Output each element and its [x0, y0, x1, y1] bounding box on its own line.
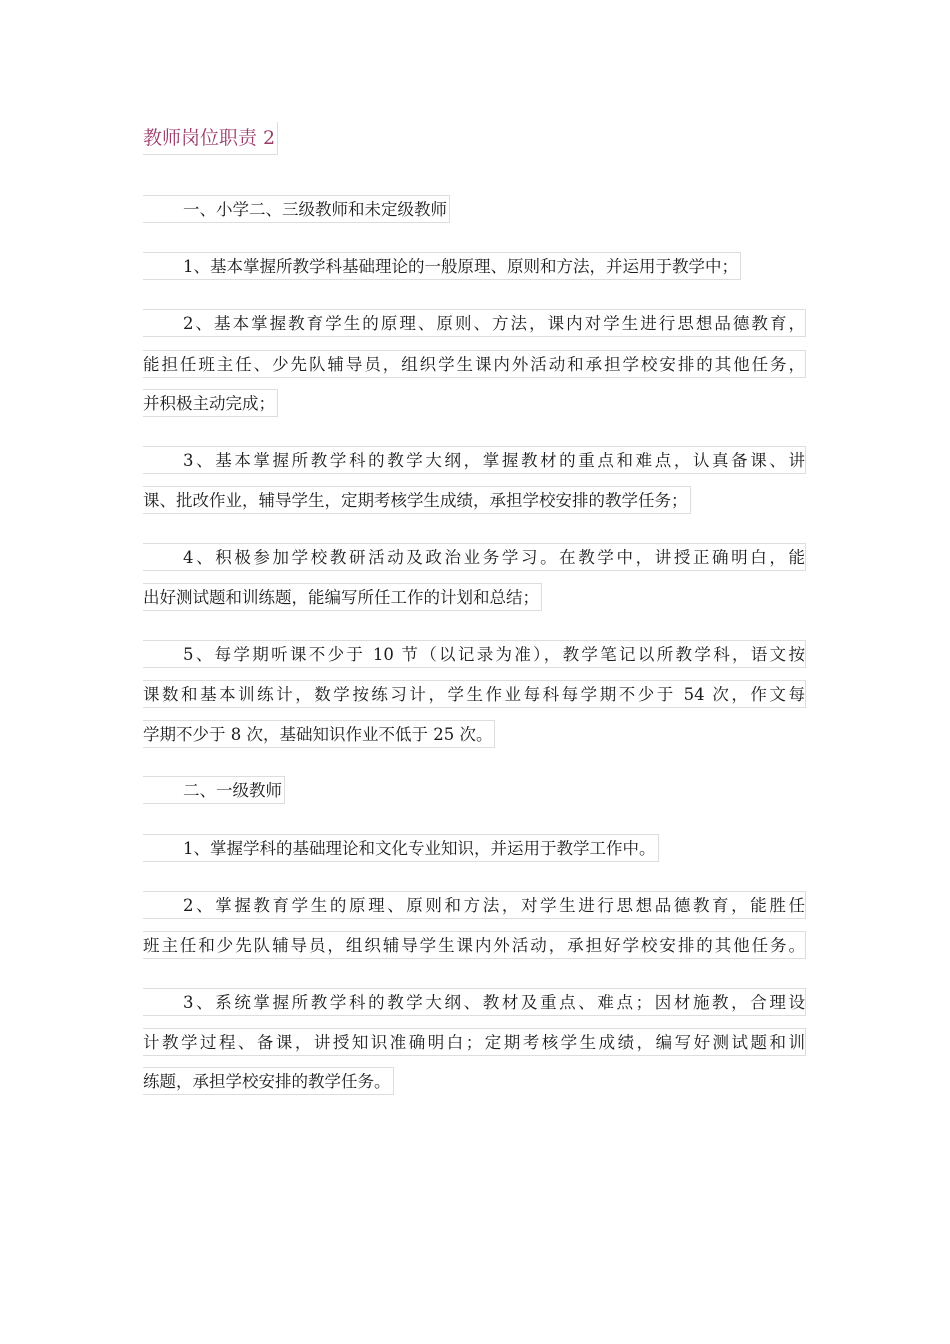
paragraph-line: 3、基本掌握所教学科的教学大纲，掌握教材的重点和难点，认真备课、讲 [143, 446, 806, 474]
paragraph-line: 练题，承担学校安排的教学任务。 [143, 1067, 394, 1095]
paragraph-line: 课数和基本训练计，数学按练习计，学生作业每科每学期不少于 54 次，作文每 [143, 680, 806, 708]
paragraph-line: 班主任和少先队辅导员，组织辅导学生课内外活动，承担好学校安排的其他任务。 [143, 931, 806, 959]
paragraph-line: 3、系统掌握所教学科的教学大纲、教材及重点、难点；因材施教，合理设 [143, 988, 806, 1016]
paragraph-line: 课、批改作业，辅导学生，定期考核学生成绩，承担学校安排的教学任务； [143, 486, 691, 514]
paragraph-line: 1、基本掌握所教学科基础理论的一般原理、原则和方法，并运用于教学中； [143, 252, 741, 280]
paragraph-line: 学期不少于 8 次，基础知识作业不低于 25 次。 [143, 720, 495, 748]
section-heading-2: 二、一级教师 [143, 776, 285, 804]
paragraph-line: 5、每学期听课不少于 10 节（以记录为准），教学笔记以所教学科，语文按 [143, 640, 806, 668]
section-heading-1: 一、小学二、三级教师和未定级教师 [143, 195, 450, 223]
paragraph-line: 1、掌握学科的基础理论和文化专业知识，并运用于教学工作中。 [143, 834, 659, 862]
paragraph-line: 4、积极参加学校教研活动及政治业务学习。在教学中，讲授正确明白，能 [143, 543, 806, 571]
paragraph-line: 出好测试题和训练题，能编写所任工作的计划和总结； [143, 583, 542, 611]
paragraph-line: 2、基本掌握教育学生的原理、原则、方法，课内对学生进行思想品德教育， [143, 309, 806, 337]
paragraph-line: 2、掌握教育学生的原理、原则和方法，对学生进行思想品德教育，能胜任 [143, 891, 806, 919]
document-title: 教师岗位职责 2 [143, 122, 278, 155]
paragraph-line: 能担任班主任、少先队辅导员，组织学生课内外活动和承担学校安排的其他任务， [143, 350, 806, 378]
paragraph-line: 计教学过程、备课，讲授知识准确明白；定期考核学生成绩，编写好测试题和训 [143, 1028, 806, 1056]
paragraph-line: 并积极主动完成； [143, 389, 278, 417]
